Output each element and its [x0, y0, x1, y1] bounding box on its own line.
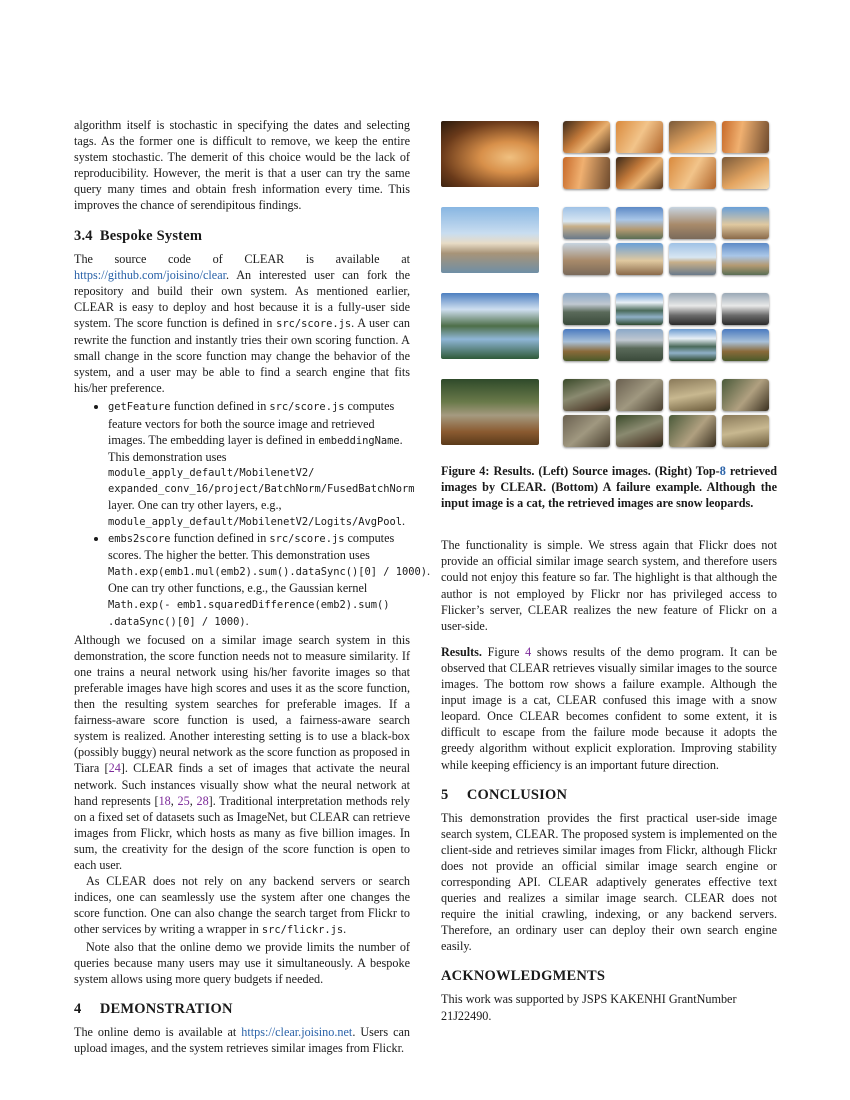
results-paragraph: Results. Figure 4 shows results of the demo program. It can be observed that CLEAR retrieves visually similar images to the source images. The bottom row shows a failure example. Although the input image is a cat, CLEAR confused this image with a snow leopard. Once CLEAR becomes confident to some extent, it is difficult to escape from the failure mode because it adopts the greedy algorithm without explicit exploration. Improving stability while keeping efficiency is an important future direction.: [441, 644, 777, 772]
result-thumbnail: [563, 157, 610, 189]
result-thumbnail: [722, 243, 769, 275]
result-thumbnail: [722, 121, 769, 153]
figure-4: [441, 121, 777, 511]
result-thumbnail: [616, 243, 663, 275]
result-thumbnail: [616, 379, 663, 411]
citation-24[interactable]: 24: [108, 761, 121, 776]
result-thumbnail: [669, 243, 716, 275]
result-thumbnail: [616, 415, 663, 447]
result-thumbnail: [563, 243, 610, 275]
result-thumbnail: [616, 329, 663, 361]
result-thumbnail: [722, 157, 769, 189]
figure-row-wildcat: [441, 379, 777, 449]
score-function-paragraph: Although we focused on a similar image search system in this demonstration, the score function needs not to measure similarity. If one trains a neural network using his/her favorite images so that preferable images have high scores and uses it as the score function, then the resulting system searches for preferable images. If a fairness-aware score function is used, a fairness-aware search system is realized. Another interesting setting is to use a black-box (possibly buggy) neural network as the score function as proposed in Tiara [24]. CLEAR finds a set of images that activate the neural network. Such instances visually show what the neural network at hand represents [18, 25, 28]. Traditional interpretation methods rely on a fixed set of datasets such as ImageNet, but CLEAR can retrieve images from Flickr, which hosts as many as five billion images. In sum, the creativity for the design of the score function is open to each user.: [74, 632, 411, 873]
citation-18[interactable]: 18: [158, 793, 171, 808]
result-thumbnail: [563, 329, 610, 361]
section-heading-bespoke: 3.4 Bespoke System: [74, 227, 203, 244]
result-thumbnail: [669, 121, 716, 153]
conclusion-paragraph: This demonstration provides the first practical user-side image search system, CLEAR. The proposed system is implemented on the client-side and retrieves similar images from Flickr, although Flickr does not provide an official similar image search engine or corresponding API. CLEAR adaptively generates effective text queries and realizes a similar image search. CLEAR does not require the initial crawling, indexing, or any backend servers. Therefore, an ordinary user can deploy their own search engine easily.: [441, 810, 777, 954]
result-thumbnail: [669, 157, 716, 189]
result-thumbnail: [669, 329, 716, 361]
citation-25[interactable]: 25: [177, 793, 190, 808]
source-image-venice: [441, 207, 539, 273]
backend-paragraph: As CLEAR does not rely on any backend servers or search indices, one can seamlessly use the system after one changes the score function. One can also change the search target from Flickr to other services by writing a wrapper in src/flickr.js.: [74, 874, 410, 937]
bullet-embs2score: • embs2score function defined in src/score.js computes scores. The higher the better. This demonstration uses Math.exp(emb1.mul(emb2).sum().dataSync()[0] / 1000). One can try other functions, e.g., the Gaussian kernel Math.exp(- emb1.squaredDifference(emb2).sum() .dataSync()[0] / 1000).: [108, 530, 410, 630]
left-column: [74, 117, 431, 1056]
citation-28[interactable]: 28: [196, 793, 209, 808]
github-link[interactable]: https://github.com/joisino/clear: [74, 267, 226, 282]
result-thumbnail: [669, 207, 716, 239]
result-thumbnail: [722, 207, 769, 239]
result-thumbnail: [722, 329, 769, 361]
right-column: [441, 121, 777, 1024]
result-thumbnail: [563, 207, 610, 239]
acknowledgments-text: This work was supported by JSPS KAKENHI GrantNumber 21J22490.: [441, 992, 737, 1023]
result-thumbnail: [669, 415, 716, 447]
demo-link[interactable]: https://clear.joisino.net: [241, 1024, 353, 1039]
result-thumbnail: [669, 293, 716, 325]
bullet-list: [74, 398, 431, 629]
figure-row-venice: [441, 207, 777, 293]
source-image-wildcat: [441, 379, 539, 445]
acknowledgments-heading: ACKNOWLEDGMENTS: [441, 968, 606, 985]
figure-link-4[interactable]: 4: [525, 644, 532, 659]
result-thumbnail: [669, 379, 716, 411]
bullet-getfeature: • getFeature function defined in src/score.js computes feature vectors for both the source image and retrieved images. The embedding layer is defined in embeddingName. This demonstration uses module_apply_default/MobilenetV2/ expanded_conv_16/project/BatchNorm/FusedBatchNorm layer. One can try other layers, e.g., module_apply_default/MobilenetV2/Logits/AvgPool.: [108, 398, 410, 530]
functionality-paragraph: The functionality is simple. We stress again that Flickr does not provide an official similar image search system, and therefore users could not enjoy this feature so far. The highlight is that although the author is not employed by Flickr nor has privileged access to Flicker’s server, CLEAR realizes the new feature of Flickr on a user-side.: [441, 538, 777, 633]
figure-ref-8[interactable]: 8: [719, 464, 726, 478]
result-thumbnail: [616, 207, 663, 239]
result-thumbnail: [616, 157, 663, 189]
result-thumbnail: [616, 293, 663, 325]
result-thumbnail: [563, 121, 610, 153]
section-heading-demonstration: 4 DEMONSTRATION: [74, 1000, 233, 1017]
result-thumbnail: [563, 415, 610, 447]
figure-row-cat: [441, 121, 777, 207]
bespoke-paragraph: The source code of CLEAR is available at https://github.com/joisino/clear. An interested user can fork the repository and build their own system. As mentioned earlier, CLEAR is easy to deploy and host because it is a fully-user side system. The score function is defined in src/score.js. A user can rewrite the function and instantly tries their own scoring function. A small change in the score function may change the behavior of the system, and a user may be able to find a search engine that fits his/her preference.: [74, 251, 410, 396]
source-image-mountain-lake: [441, 293, 539, 359]
source-image-cat: [441, 121, 539, 187]
demo-paragraph: The online demo is available at https://clear.joisino.net. Users can upload images, and the system retrieves similar images from Flickr.: [74, 1024, 410, 1055]
figure-row-mountain: [441, 293, 777, 379]
result-thumbnail: [722, 379, 769, 411]
figure-caption: Figure 4: Results. (Left) Source images. (Right) Top-8 retrieved images by CLEAR. (Bottom) A failure example. Although the input image is a cat, the retrieved images are snow leopards.: [441, 464, 777, 511]
result-thumbnail: [722, 415, 769, 447]
intro-paragraph: algorithm itself is stochastic in specifying the dates and selecting tags. As the former one is difficult to remove, we keep the entire system stochastic. The demerit of this choice would be the lack of reproducibility. However, the merit is that a user can try the same query many times and obtain fresh information every time. This improves the chance of serendipitous findings.: [74, 118, 410, 213]
query-limit-paragraph: Note also that the online demo we provide limits the number of queries because many users may use it simultaneously. A bespoke system allows using more query budgets if needed.: [74, 939, 410, 986]
result-thumbnail: [563, 379, 610, 411]
result-thumbnail: [563, 293, 610, 325]
result-thumbnail: [722, 293, 769, 325]
section-heading-conclusion: 5 CONCLUSION: [441, 786, 568, 803]
result-thumbnail: [616, 121, 663, 153]
